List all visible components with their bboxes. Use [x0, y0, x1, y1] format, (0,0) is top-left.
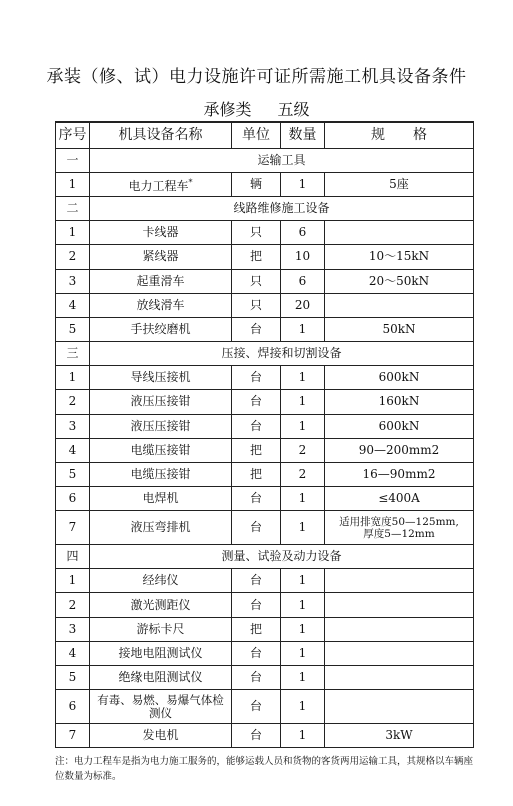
name-line: 测仪	[149, 705, 172, 720]
row-name: 绝缘电阻测试仪	[90, 666, 232, 690]
row-name: 激光测距仪	[90, 593, 232, 617]
row-qty: 1	[281, 414, 325, 438]
row-no: 7	[56, 511, 90, 545]
section-row	[56, 545, 474, 569]
document-title: 承装（修、试）电力设施许可证所需施工机具设备条件	[46, 67, 467, 87]
row-qty: 1	[281, 390, 325, 414]
footnote-mark: *	[188, 178, 193, 188]
row-qty: 1	[281, 487, 325, 511]
table-row	[56, 690, 474, 724]
table-row	[56, 317, 474, 341]
table-row	[56, 173, 474, 197]
row-unit: 台	[232, 593, 281, 617]
row-spec: ≤400A	[325, 487, 474, 511]
row-spec	[325, 569, 474, 593]
header-qty: 数量	[281, 122, 325, 149]
table-row	[56, 414, 474, 438]
row-no: 7	[56, 724, 90, 748]
table-row	[56, 462, 474, 486]
row-spec	[325, 690, 474, 724]
table-row	[56, 569, 474, 593]
section-index: 三	[56, 342, 90, 366]
row-qty: 1	[281, 641, 325, 665]
row-spec: 600kN	[325, 414, 474, 438]
row-name: 导线压接机	[90, 366, 232, 390]
row-name: 放线滑车	[90, 293, 232, 317]
table-row	[56, 487, 474, 511]
row-qty: 2	[281, 438, 325, 462]
table-row	[56, 666, 474, 690]
table-row	[56, 724, 474, 748]
table-row	[56, 221, 474, 245]
row-no: 3	[56, 617, 90, 641]
table-row	[56, 511, 474, 545]
row-unit: 台	[232, 366, 281, 390]
row-name: 液压压接钳	[90, 414, 232, 438]
spec-line: 厚度5—12mm	[363, 527, 435, 540]
row-name: 手扶绞磨机	[90, 317, 232, 341]
row-no: 6	[56, 487, 90, 511]
section-index: 一	[56, 149, 90, 173]
section-row	[56, 149, 474, 173]
row-qty: 10	[281, 245, 325, 269]
section-title: 测量、试验及动力设备	[90, 545, 474, 569]
row-qty: 1	[281, 593, 325, 617]
row-qty: 1	[281, 666, 325, 690]
row-spec: 16—90mm2	[325, 462, 474, 486]
row-spec	[325, 641, 474, 665]
row-name: 接地电阻测试仪	[90, 641, 232, 665]
row-name: 卡线器	[90, 221, 232, 245]
row-qty: 1	[281, 569, 325, 593]
row-unit: 台	[232, 317, 281, 341]
row-unit: 台	[232, 690, 281, 724]
section-title: 压接、焊接和切割设备	[90, 342, 474, 366]
document-subtitle	[0, 97, 513, 120]
row-no: 5	[56, 462, 90, 486]
row-unit: 台	[232, 641, 281, 665]
table-row	[56, 641, 474, 665]
row-unit: 把	[232, 617, 281, 641]
row-spec: 50kN	[325, 317, 474, 341]
row-unit: 台	[232, 666, 281, 690]
row-no: 4	[56, 293, 90, 317]
row-qty: 1	[281, 511, 325, 545]
row-unit: 台	[232, 414, 281, 438]
row-name: 紧线器	[90, 245, 232, 269]
row-name: 发电机	[90, 724, 232, 748]
row-unit: 台	[232, 569, 281, 593]
footnote: 注：电力工程车是指为电力施工服务的，能够运载人员和货物的客货两用运输工具，其规格以车辆座位数量为标准。	[55, 756, 474, 782]
row-unit: 只	[232, 221, 281, 245]
row-unit: 台	[232, 390, 281, 414]
row-spec: 3kW	[325, 724, 474, 748]
name-line: 有毒、易燃、易爆气体检	[97, 692, 224, 707]
category-label: 承修类	[203, 100, 252, 119]
row-spec	[325, 221, 474, 245]
row-spec: 5座	[325, 173, 474, 197]
row-spec	[325, 511, 474, 545]
row-unit: 只	[232, 293, 281, 317]
row-no: 2	[56, 245, 90, 269]
row-name-text: 电力工程车	[128, 179, 189, 194]
row-unit: 把	[232, 245, 281, 269]
row-name: 液压弯排机	[90, 511, 232, 545]
row-qty: 20	[281, 293, 325, 317]
equipment-table	[55, 121, 474, 748]
row-unit: 台	[232, 511, 281, 545]
row-no: 3	[56, 269, 90, 293]
table-row	[56, 390, 474, 414]
row-no: 6	[56, 690, 90, 724]
row-qty: 1	[281, 724, 325, 748]
row-spec	[325, 617, 474, 641]
header-no: 序号	[56, 122, 90, 149]
row-name	[90, 690, 232, 724]
table-row	[56, 617, 474, 641]
row-qty: 1	[281, 173, 325, 197]
row-no: 1	[56, 569, 90, 593]
table-row	[56, 269, 474, 293]
row-spec: 10～15kN	[325, 245, 474, 269]
row-spec	[325, 293, 474, 317]
row-unit: 把	[232, 438, 281, 462]
row-qty: 1	[281, 366, 325, 390]
row-no: 2	[56, 593, 90, 617]
row-unit: 台	[232, 724, 281, 748]
row-qty: 6	[281, 221, 325, 245]
row-spec	[325, 593, 474, 617]
row-no: 3	[56, 414, 90, 438]
table-row	[56, 245, 474, 269]
row-name: 电缆压接钳	[90, 438, 232, 462]
row-name: 液压压接钳	[90, 390, 232, 414]
row-unit: 台	[232, 487, 281, 511]
row-spec: 160kN	[325, 390, 474, 414]
row-no: 4	[56, 641, 90, 665]
header-unit: 单位	[232, 122, 281, 149]
row-qty: 2	[281, 462, 325, 486]
row-no: 1	[56, 366, 90, 390]
row-name: 起重滑车	[90, 269, 232, 293]
table-header-row	[56, 122, 474, 149]
table-row	[56, 438, 474, 462]
header-spec: 规 格	[325, 122, 474, 149]
row-qty: 1	[281, 317, 325, 341]
section-title: 运输工具	[90, 149, 474, 173]
row-unit: 只	[232, 269, 281, 293]
row-qty: 1	[281, 617, 325, 641]
row-no: 1	[56, 173, 90, 197]
header-name: 机具设备名称	[90, 122, 232, 149]
row-unit: 辆	[232, 173, 281, 197]
row-unit: 把	[232, 462, 281, 486]
row-spec	[325, 666, 474, 690]
section-index: 四	[56, 545, 90, 569]
row-no: 5	[56, 317, 90, 341]
row-no: 5	[56, 666, 90, 690]
section-index: 二	[56, 197, 90, 221]
section-row	[56, 197, 474, 221]
row-name: 经纬仪	[90, 569, 232, 593]
table-row	[56, 593, 474, 617]
table-row	[56, 366, 474, 390]
spec-line: 适用排宽度50—125mm,	[339, 515, 459, 528]
row-no: 1	[56, 221, 90, 245]
row-qty: 1	[281, 690, 325, 724]
row-qty: 6	[281, 269, 325, 293]
section-title: 线路维修施工设备	[90, 197, 474, 221]
row-name: 游标卡尺	[90, 617, 232, 641]
table-row	[56, 293, 474, 317]
row-name	[90, 173, 232, 197]
row-spec: 90—200mm2	[325, 438, 474, 462]
row-name: 电缆压接钳	[90, 462, 232, 486]
section-row	[56, 342, 474, 366]
row-no: 4	[56, 438, 90, 462]
row-spec: 20～50kN	[325, 269, 474, 293]
row-spec: 600kN	[325, 366, 474, 390]
row-name: 电焊机	[90, 487, 232, 511]
row-no: 2	[56, 390, 90, 414]
level-label: 五级	[277, 100, 310, 119]
